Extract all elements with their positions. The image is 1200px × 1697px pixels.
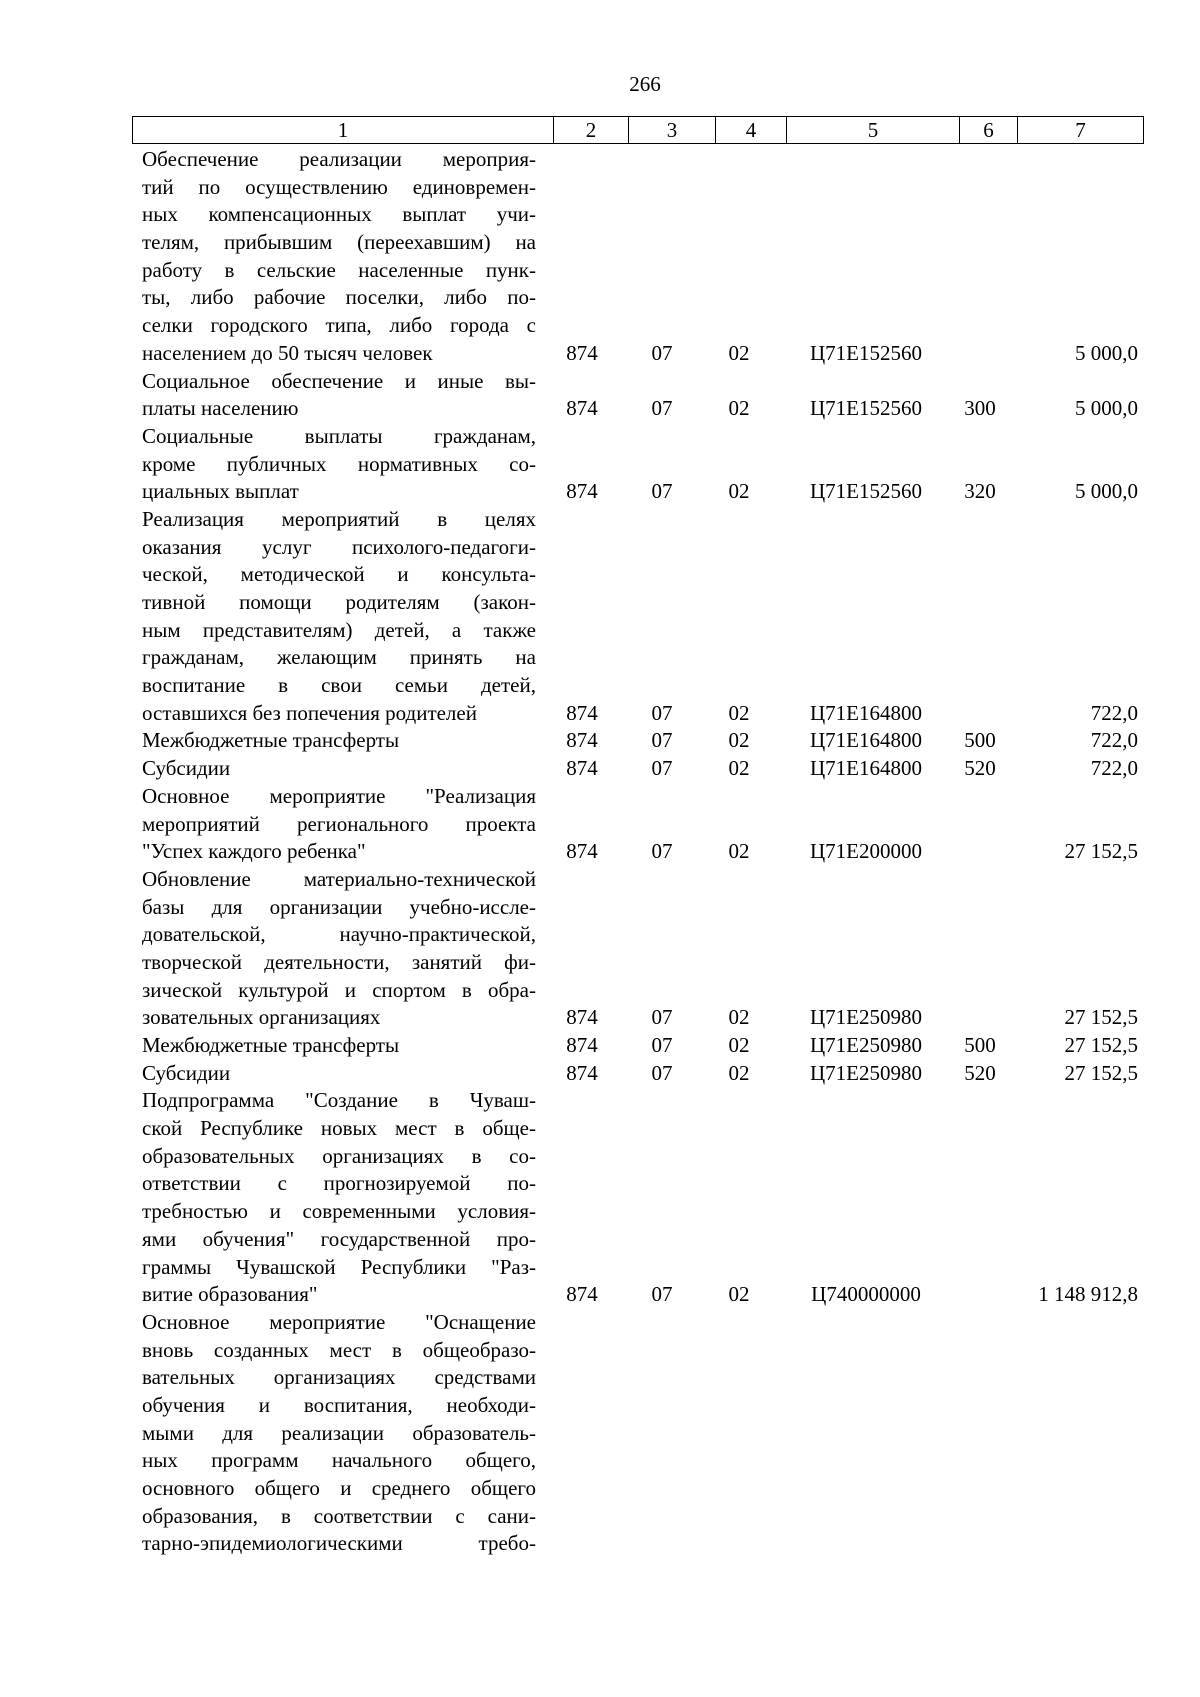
row-description xyxy=(142,368,536,423)
section-code-cell xyxy=(624,1530,700,1558)
description-line: оставшихся без попечения родителей xyxy=(142,700,477,725)
description-line: мероприятий регионального проекта xyxy=(142,811,536,836)
description-line: ным представителям) детей, а также xyxy=(142,617,536,642)
table-row xyxy=(0,1087,1200,1309)
ministry-code-cell: 874 xyxy=(566,340,598,365)
description-line: довательской, научно-практической, xyxy=(142,922,536,947)
description-line: базы для организации учебно-иссле- xyxy=(142,894,536,919)
table-row xyxy=(0,755,1200,783)
amount-cell: 5 000,0 xyxy=(1075,340,1138,365)
description-line: Межбюджетные трансферты xyxy=(142,728,400,753)
expense-type-cell xyxy=(950,1530,1010,1558)
expense-type-cell xyxy=(950,340,1010,368)
subsection-code-cell: 02 xyxy=(728,396,750,421)
subsection-code-cell xyxy=(703,1530,775,1558)
amount-cell: 27 152,5 xyxy=(1064,1033,1138,1057)
section-code-cell: 07 xyxy=(651,756,673,781)
row-description xyxy=(142,423,536,506)
ministry-code-cell: 874 xyxy=(566,756,598,781)
table-row xyxy=(0,1060,1200,1088)
description-line: платы населению xyxy=(142,396,299,421)
subsection-code-cell: 02 xyxy=(728,728,750,753)
column-header-2: 2 xyxy=(554,117,629,144)
description-line: "Успех каждого ребенка" xyxy=(142,839,366,864)
expense-type-cell: 520 xyxy=(964,1060,996,1085)
description-line: телям, прибывшим (переехавшим) на xyxy=(142,230,536,255)
description-line: Субсидии xyxy=(142,756,231,781)
ministry-code-cell: 874 xyxy=(566,700,598,725)
target-article-cell: Ц71Е250980 xyxy=(810,1005,922,1030)
amount-cell: 27 152,5 xyxy=(1064,1060,1138,1085)
subsection-code-cell: 02 xyxy=(728,479,750,504)
column-header-7: 7 xyxy=(1018,117,1144,144)
expense-type-cell: 520 xyxy=(964,756,996,781)
amount-cell: 5 000,0 xyxy=(1075,479,1138,504)
description-line: ответствии с прогнозируемой по- xyxy=(142,1171,536,1196)
description-line: населением до 50 тысяч человек xyxy=(142,340,433,365)
amount-cell: 722,0 xyxy=(1090,728,1138,753)
table-row xyxy=(0,506,1200,728)
row-description xyxy=(142,1309,536,1558)
column-header-1: 1 xyxy=(133,117,554,144)
row-description xyxy=(142,1060,536,1088)
description-line: витие образования" xyxy=(142,1282,318,1307)
subsection-code-cell: 02 xyxy=(728,700,750,725)
subsection-code-cell: 02 xyxy=(728,839,750,864)
column-header-6: 6 xyxy=(960,117,1018,144)
description-line: мыми для реализации образователь- xyxy=(142,1420,536,1445)
description-line: ями обучения" государственной про- xyxy=(142,1226,536,1251)
row-description xyxy=(142,1087,536,1309)
description-line: работу в сельские населенные пунк- xyxy=(142,257,536,282)
ministry-code-cell: 874 xyxy=(566,1033,598,1057)
ministry-code-cell: 874 xyxy=(566,1005,598,1030)
description-line: тий по осуществлению единовремен- xyxy=(142,174,536,199)
column-header-row xyxy=(132,116,1144,144)
description-line: циальных выплат xyxy=(142,479,299,504)
description-line: ческой, методической и консульта- xyxy=(142,562,536,587)
table-row xyxy=(0,423,1200,506)
ministry-code-cell: 874 xyxy=(566,1060,598,1085)
description-line: гражданам, желающим принять на xyxy=(142,645,536,670)
table-row xyxy=(0,783,1200,866)
target-article-cell: Ц71Е250980 xyxy=(810,1033,922,1057)
description-line: селки городского типа, либо города с xyxy=(142,313,536,338)
description-line: оказания услуг психолого-педагоги- xyxy=(142,534,536,559)
description-line: образования, в соответствии с сани- xyxy=(142,1503,536,1528)
description-line: Социальное обеспечение и иные вы- xyxy=(142,368,536,393)
row-description xyxy=(142,755,536,783)
table-row xyxy=(0,146,1200,368)
description-line: Обновление материально-технической xyxy=(142,866,536,891)
description-line: требностью и современными условия- xyxy=(142,1199,536,1224)
ministry-code-cell xyxy=(547,1530,617,1558)
section-code-cell: 07 xyxy=(651,839,673,864)
description-line: вательных организациях средствами xyxy=(142,1365,536,1390)
expense-type-cell xyxy=(950,1281,1010,1309)
description-line: Обеспечение реализации мероприя- xyxy=(142,147,536,171)
description-line: ных программ начального общего, xyxy=(142,1448,536,1473)
target-article-cell: Ц71Е164800 xyxy=(810,728,922,753)
description-line: основного общего и среднего общего xyxy=(142,1476,536,1500)
description-line: зовательных организациях xyxy=(142,1005,381,1030)
table-row xyxy=(0,1032,1200,1060)
description-line: граммы Чувашской Республики "Раз- xyxy=(142,1254,536,1279)
target-article-cell xyxy=(782,1530,950,1558)
description-line: Межбюджетные трансферты xyxy=(142,1033,400,1057)
ministry-code-cell: 874 xyxy=(566,728,598,753)
expense-type-cell xyxy=(950,838,1010,866)
amount-cell xyxy=(1010,1530,1138,1558)
target-article-cell: Ц71Е164800 xyxy=(810,756,922,781)
description-line: образовательных организациях в со- xyxy=(142,1143,536,1168)
section-code-cell: 07 xyxy=(651,1282,673,1307)
section-code-cell: 07 xyxy=(651,1005,673,1030)
row-description xyxy=(142,506,536,728)
subsection-code-cell: 02 xyxy=(728,1033,750,1057)
description-line: воспитание в свои семьи детей, xyxy=(142,673,536,698)
row-description xyxy=(142,146,536,368)
description-line: Социальные выплаты гражданам, xyxy=(142,423,536,448)
description-line: Основное мероприятие "Оснащение xyxy=(142,1309,536,1334)
description-line: обучения и воспитания, необходи- xyxy=(142,1392,536,1417)
column-header-3: 3 xyxy=(629,117,716,144)
target-article-cell: Ц740000000 xyxy=(811,1282,921,1307)
description-line: Подпрограмма "Создание в Чуваш- xyxy=(142,1088,536,1113)
description-line: ской Республике новых мест в обще- xyxy=(142,1116,536,1141)
section-code-cell: 07 xyxy=(651,396,673,421)
description-line: тивной помощи родителям (закон- xyxy=(142,590,536,614)
section-code-cell: 07 xyxy=(651,700,673,725)
amount-cell: 27 152,5 xyxy=(1064,1005,1138,1030)
description-line: зической культурой и спортом в обра- xyxy=(142,977,536,1002)
section-code-cell: 07 xyxy=(651,728,673,753)
ministry-code-cell: 874 xyxy=(566,396,598,421)
description-line: Основное мероприятие "Реализация xyxy=(142,783,536,808)
section-code-cell: 07 xyxy=(651,479,673,504)
description-line: ты, либо рабочие поселки, либо по- xyxy=(142,285,536,310)
target-article-cell: Ц71Е250980 xyxy=(810,1060,922,1085)
subsection-code-cell: 02 xyxy=(728,340,750,365)
description-line: кроме публичных нормативных со- xyxy=(142,451,536,476)
expense-type-cell xyxy=(950,1004,1010,1032)
table-row xyxy=(0,368,1200,423)
page-number: 266 xyxy=(629,72,661,96)
expense-type-cell xyxy=(950,700,1010,728)
row-description xyxy=(142,866,536,1032)
budget-table-body xyxy=(0,146,1200,1558)
description-line: Реализация мероприятий в целях xyxy=(142,506,536,531)
expense-type-cell: 500 xyxy=(964,728,996,753)
table-row xyxy=(0,866,1200,1032)
description-line: ных компенсационных выплат учи- xyxy=(142,202,536,227)
description-line: творческой деятельности, занятий фи- xyxy=(142,949,536,974)
amount-cell: 722,0 xyxy=(1090,700,1138,725)
subsection-code-cell: 02 xyxy=(728,756,750,781)
subsection-code-cell: 02 xyxy=(728,1282,750,1307)
amount-cell: 5 000,0 xyxy=(1075,396,1138,421)
table-row xyxy=(0,727,1200,755)
column-header-4: 4 xyxy=(716,117,787,144)
section-code-cell: 07 xyxy=(651,1060,673,1085)
description-line: тарно-эпидемиологическими требо- xyxy=(142,1531,536,1556)
row-description xyxy=(142,727,536,755)
description-line: Субсидии xyxy=(142,1060,231,1085)
description-line: вновь созданных мест в общеобразо- xyxy=(142,1337,536,1362)
expense-type-cell: 500 xyxy=(964,1033,996,1057)
target-article-cell: Ц71Е200000 xyxy=(810,839,922,864)
ministry-code-cell: 874 xyxy=(566,839,598,864)
amount-cell: 27 152,5 xyxy=(1064,839,1138,864)
ministry-code-cell: 874 xyxy=(566,479,598,504)
target-article-cell: Ц71Е152560 xyxy=(810,396,922,421)
column-header-5: 5 xyxy=(787,117,960,144)
subsection-code-cell: 02 xyxy=(728,1060,750,1085)
row-description xyxy=(142,783,536,866)
row-description xyxy=(142,1032,536,1060)
expense-type-cell: 300 xyxy=(964,396,996,421)
expense-type-cell: 320 xyxy=(964,479,996,504)
target-article-cell: Ц71Е152560 xyxy=(810,479,922,504)
amount-cell: 722,0 xyxy=(1090,756,1138,781)
section-code-cell: 07 xyxy=(651,1033,673,1057)
target-article-cell: Ц71Е152560 xyxy=(810,340,922,365)
ministry-code-cell: 874 xyxy=(566,1282,598,1307)
subsection-code-cell: 02 xyxy=(728,1005,750,1030)
amount-cell: 1 148 912,8 xyxy=(1038,1282,1138,1307)
table-row xyxy=(0,1309,1200,1558)
section-code-cell: 07 xyxy=(651,340,673,365)
target-article-cell: Ц71Е164800 xyxy=(810,700,922,725)
